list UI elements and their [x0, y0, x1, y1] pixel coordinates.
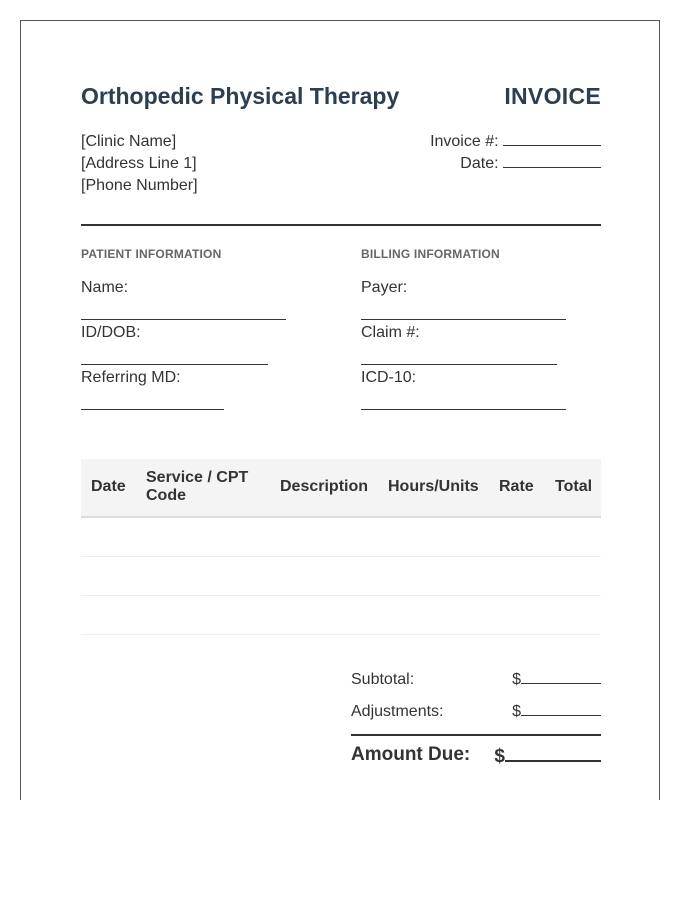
totals-section	[351, 669, 601, 772]
column-header-date: Date	[91, 478, 126, 495]
invoice-number-label: Invoice #:	[430, 133, 499, 150]
subtotal-label: Subtotal:	[351, 671, 415, 688]
invoice-date-field[interactable]	[503, 155, 601, 168]
icd10-block	[361, 369, 601, 414]
payer-label: Payer:	[361, 279, 408, 296]
billing-info-section	[361, 247, 601, 414]
claim-label: Claim #:	[361, 324, 420, 341]
payer-block	[361, 279, 601, 324]
clinic-details	[81, 131, 198, 197]
invoice-header	[81, 83, 601, 115]
patient-info-section	[81, 247, 321, 414]
table-header	[81, 459, 601, 518]
payer-field[interactable]	[361, 318, 566, 320]
clinic-phone-placeholder: [Phone Number]	[81, 177, 198, 194]
claim-block	[361, 324, 601, 369]
column-header-total: Total	[555, 478, 593, 495]
table-row[interactable]	[81, 518, 601, 557]
clinic-name-placeholder: [Clinic Name]	[81, 133, 177, 150]
referring-md-field[interactable]	[81, 408, 224, 410]
invoice-date-row	[430, 153, 601, 175]
amount-due-row	[351, 736, 601, 772]
adjustments-currency: $	[512, 703, 521, 720]
patient-id-block	[81, 324, 321, 369]
clinic-title: Orthopedic Physical Therapy	[81, 83, 400, 109]
patient-id-field[interactable]	[81, 363, 268, 365]
patient-name-label: Name:	[81, 279, 129, 296]
column-header-description: Description	[280, 478, 369, 495]
claim-field[interactable]	[361, 363, 557, 365]
document-title: INVOICE	[504, 83, 601, 109]
services-table	[81, 459, 601, 635]
invoice-page	[20, 20, 660, 800]
invoice-meta	[430, 131, 601, 175]
icd10-label: ICD-10:	[361, 369, 417, 386]
table-row[interactable]	[81, 596, 601, 635]
invoice-number-row	[430, 131, 601, 153]
referring-md-label: Referring MD:	[81, 369, 181, 386]
invoice-date-label: Date:	[460, 155, 499, 172]
patient-name-block	[81, 279, 321, 324]
subtotal-value	[512, 671, 601, 689]
adjustments-field[interactable]	[521, 703, 601, 716]
amount-due-field[interactable]	[505, 744, 601, 762]
column-header-service: Service / CPT Code	[146, 469, 249, 504]
referring-md-block	[81, 369, 321, 414]
adjustments-row	[351, 701, 601, 733]
amount-due-value	[494, 744, 601, 768]
patient-name-field[interactable]	[81, 318, 286, 320]
subtotal-row	[351, 669, 601, 701]
column-header-rate: Rate	[499, 478, 534, 495]
clinic-address-placeholder: [Address Line 1]	[81, 155, 197, 172]
invoice-number-field[interactable]	[503, 133, 601, 146]
patient-id-label: ID/DOB:	[81, 324, 141, 341]
adjustments-label: Adjustments:	[351, 703, 444, 720]
subtotal-field[interactable]	[521, 671, 601, 684]
billing-info-title: BILLING INFORMATION	[361, 247, 500, 261]
icd10-field[interactable]	[361, 408, 566, 410]
amount-due-label: Amount Due:	[351, 744, 471, 765]
header-divider	[81, 224, 601, 226]
adjustments-value	[512, 703, 601, 721]
column-header-hours: Hours/Units	[388, 478, 479, 495]
subtotal-currency: $	[512, 671, 521, 688]
table-row[interactable]	[81, 557, 601, 596]
amount-due-currency: $	[494, 746, 505, 767]
patient-info-title: PATIENT INFORMATION	[81, 247, 222, 261]
